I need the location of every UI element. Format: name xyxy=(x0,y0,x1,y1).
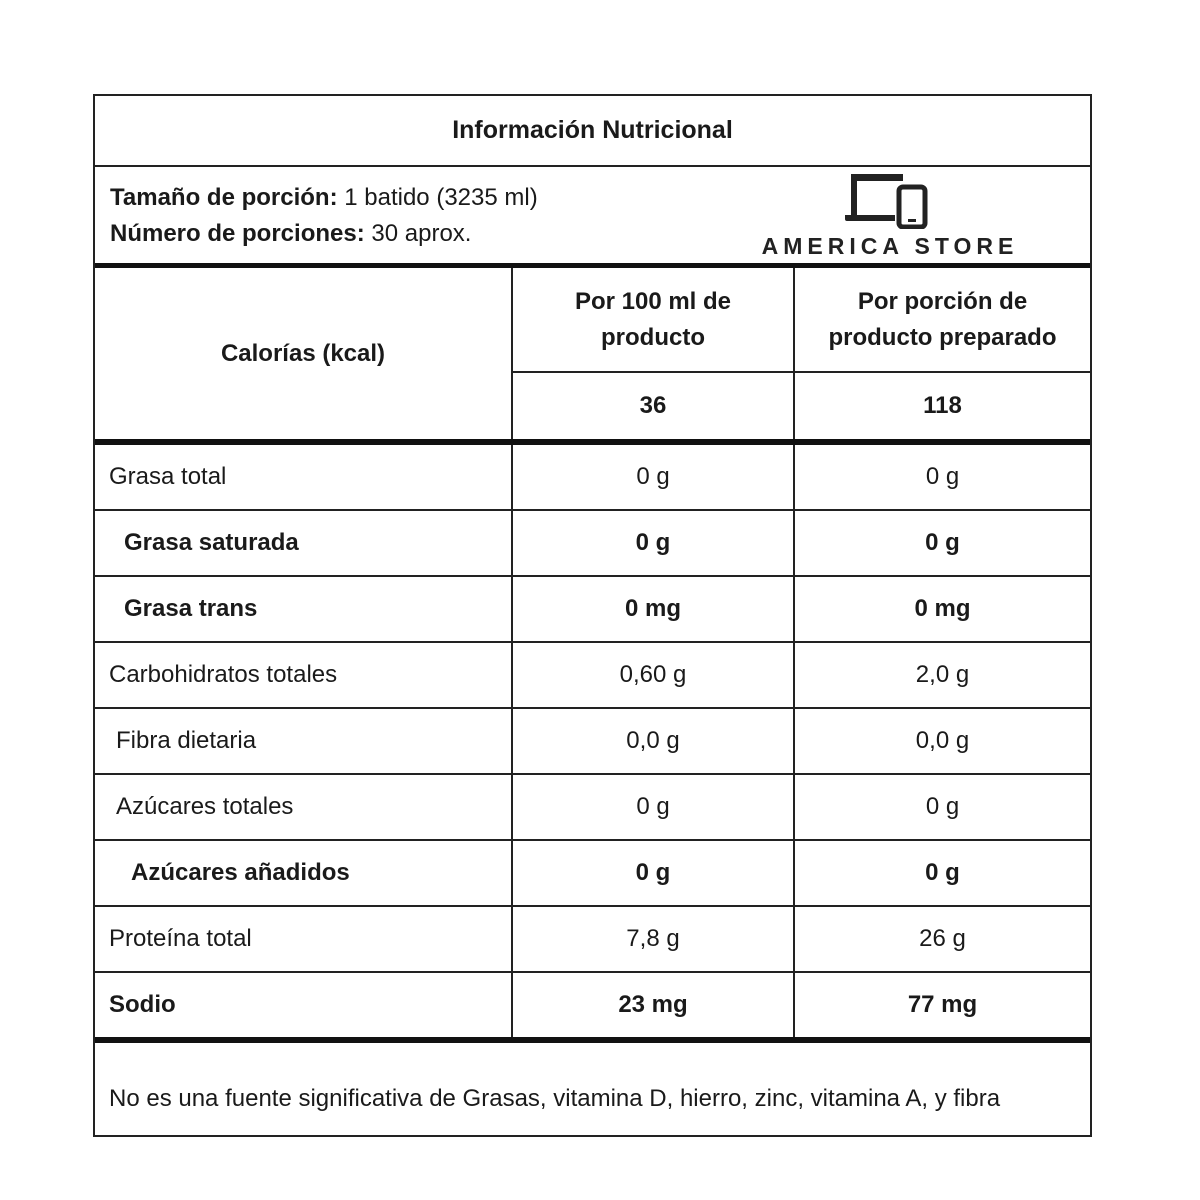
table-row xyxy=(95,642,1090,708)
table-header-row xyxy=(95,268,1090,372)
row-per-100ml: 23 mg xyxy=(512,972,794,1040)
row-per-100ml: 0,60 g xyxy=(512,642,794,708)
row-label: Azúcares añadidos xyxy=(95,840,512,906)
calories-label: Calorías (kcal) xyxy=(95,268,512,442)
row-per-100ml: 0 g xyxy=(512,442,794,510)
calories-per-serving: 118 xyxy=(794,372,1090,442)
row-per-serving: 0 g xyxy=(794,442,1090,510)
table-row xyxy=(95,708,1090,774)
servings-count-label: Número de porciones: xyxy=(110,220,365,247)
serving-size-value: 1 batido (3235 ml) xyxy=(344,184,538,211)
brand-name: AMERICA STORE xyxy=(761,233,1019,259)
nutrition-title: Información Nutricional xyxy=(95,96,1090,167)
servings-count-value: 30 aprox. xyxy=(371,220,472,247)
row-per-100ml: 7,8 g xyxy=(512,906,794,972)
row-per-serving: 2,0 g xyxy=(794,642,1090,708)
row-per-100ml: 0 g xyxy=(512,510,794,576)
nutrition-facts-panel xyxy=(93,94,1092,1137)
servings-count xyxy=(110,220,471,248)
row-per-serving: 0 g xyxy=(794,840,1090,906)
row-per-100ml: 0 mg xyxy=(512,576,794,642)
america-store-logo xyxy=(745,171,1035,265)
row-label: Proteína total xyxy=(95,906,512,972)
row-label: Grasa total xyxy=(95,442,512,510)
row-label: Grasa trans xyxy=(95,576,512,642)
col-header-per-serving: Por porción de producto preparado xyxy=(794,268,1090,372)
footer-note: No es una fuente significativa de Grasas, vitamina D, hierro, zinc, vitamina A, y fibra xyxy=(109,1085,1001,1112)
row-per-100ml: 0 g xyxy=(512,840,794,906)
table-row xyxy=(95,840,1090,906)
calories-per-100ml: 36 xyxy=(512,372,794,442)
row-per-serving: 77 mg xyxy=(794,972,1090,1040)
row-per-serving: 0,0 g xyxy=(794,708,1090,774)
nutrition-table xyxy=(95,268,1090,1043)
row-per-serving: 0 g xyxy=(794,774,1090,840)
col-header-per-100ml: Por 100 ml de producto xyxy=(512,268,794,372)
table-row xyxy=(95,906,1090,972)
table-row xyxy=(95,442,1090,510)
table-row xyxy=(95,576,1090,642)
row-label: Grasa saturada xyxy=(95,510,512,576)
row-label: Carbohidratos totales xyxy=(95,642,512,708)
table-row xyxy=(95,972,1090,1040)
row-label: Azúcares totales xyxy=(95,774,512,840)
row-per-serving: 26 g xyxy=(794,906,1090,972)
laptop-phone-icon xyxy=(843,171,929,229)
row-label: Sodio xyxy=(95,972,512,1040)
serving-info xyxy=(95,167,1090,268)
serving-size-label: Tamaño de porción: xyxy=(110,184,338,211)
row-per-100ml: 0 g xyxy=(512,774,794,840)
table-row xyxy=(95,774,1090,840)
row-per-serving: 0 g xyxy=(794,510,1090,576)
table-row xyxy=(95,510,1090,576)
serving-size xyxy=(110,184,538,212)
row-per-100ml: 0,0 g xyxy=(512,708,794,774)
row-per-serving: 0 mg xyxy=(794,576,1090,642)
row-label: Fibra dietaria xyxy=(95,708,512,774)
